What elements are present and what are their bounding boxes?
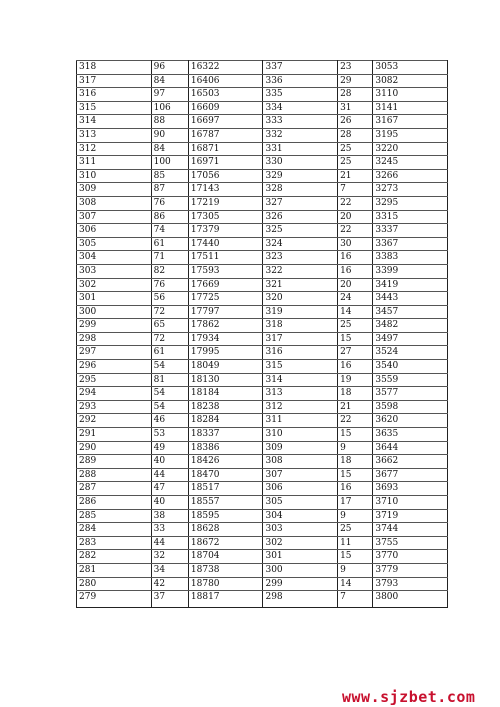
table-cell: 16871 [188, 142, 263, 156]
table-cell: 3110 [373, 88, 448, 102]
table-cell: 17593 [188, 264, 263, 278]
table-cell: 311 [77, 156, 152, 170]
table-row [77, 292, 448, 306]
table-row [77, 196, 448, 210]
table-row [77, 142, 448, 156]
table-cell: 18049 [188, 360, 263, 374]
table-cell: 16322 [188, 61, 263, 75]
table-cell: 3315 [373, 210, 448, 224]
table-cell: 18817 [188, 591, 263, 608]
table-cell: 17219 [188, 196, 263, 210]
table-cell: 330 [263, 156, 338, 170]
table-cell: 287 [77, 482, 152, 496]
table-cell: 336 [263, 74, 338, 88]
table-cell: 284 [77, 523, 152, 537]
table-cell: 17934 [188, 332, 263, 346]
table-cell: 18704 [188, 550, 263, 564]
table-cell: 304 [263, 509, 338, 523]
table-cell: 23 [338, 61, 373, 75]
table-cell: 19 [338, 373, 373, 387]
table-cell: 9 [338, 441, 373, 455]
table-cell: 326 [263, 210, 338, 224]
table-cell: 18780 [188, 577, 263, 591]
table-row [77, 346, 448, 360]
table-cell: 302 [263, 536, 338, 550]
table-cell: 53 [151, 428, 188, 442]
table-row [77, 360, 448, 374]
table-cell: 28 [338, 88, 373, 102]
table-cell: 17995 [188, 346, 263, 360]
table-cell: 16787 [188, 128, 263, 142]
table-cell: 16503 [188, 88, 263, 102]
table-cell: 88 [151, 115, 188, 129]
table-cell: 307 [263, 468, 338, 482]
table-cell: 96 [151, 61, 188, 75]
table-cell: 308 [77, 196, 152, 210]
table-cell: 3337 [373, 224, 448, 238]
table-cell: 25 [338, 142, 373, 156]
table-cell: 300 [77, 305, 152, 319]
table-cell: 97 [151, 88, 188, 102]
table-cell: 299 [263, 577, 338, 591]
table-row [77, 509, 448, 523]
table-cell: 16 [338, 360, 373, 374]
table-row [77, 156, 448, 170]
table-cell: 285 [77, 509, 152, 523]
table-cell: 290 [77, 441, 152, 455]
table-cell: 3755 [373, 536, 448, 550]
table-row [77, 550, 448, 564]
site-watermark: www.sjzbet.com [342, 688, 476, 706]
table-cell: 18386 [188, 441, 263, 455]
table-cell: 299 [77, 319, 152, 333]
table-cell: 17143 [188, 183, 263, 197]
table-cell: 301 [77, 292, 152, 306]
table-cell: 7 [338, 591, 373, 608]
table-row [77, 224, 448, 238]
table-cell: 295 [77, 373, 152, 387]
table-cell: 319 [263, 305, 338, 319]
table-cell: 335 [263, 88, 338, 102]
table-cell: 3677 [373, 468, 448, 482]
table-cell: 3053 [373, 61, 448, 75]
table-cell: 87 [151, 183, 188, 197]
table-cell: 17440 [188, 237, 263, 251]
table-cell: 49 [151, 441, 188, 455]
table-cell: 288 [77, 468, 152, 482]
table-body [77, 61, 448, 608]
table-cell: 292 [77, 414, 152, 428]
table-row [77, 74, 448, 88]
table-cell: 76 [151, 196, 188, 210]
table-cell: 21 [338, 169, 373, 183]
table-cell: 293 [77, 400, 152, 414]
table-cell: 297 [77, 346, 152, 360]
table-cell: 327 [263, 196, 338, 210]
table-cell: 3800 [373, 591, 448, 608]
table-cell: 303 [77, 264, 152, 278]
table-row [77, 563, 448, 577]
table-cell: 65 [151, 319, 188, 333]
table-cell: 3540 [373, 360, 448, 374]
table-cell: 18184 [188, 387, 263, 401]
table-cell: 18738 [188, 563, 263, 577]
score-distribution-table [76, 60, 448, 608]
table-row [77, 169, 448, 183]
table-cell: 22 [338, 414, 373, 428]
table-cell: 323 [263, 251, 338, 265]
table-cell: 313 [77, 128, 152, 142]
table-cell: 30 [338, 237, 373, 251]
table-cell: 314 [263, 373, 338, 387]
table-cell: 16697 [188, 115, 263, 129]
table-cell: 281 [77, 563, 152, 577]
table-cell: 17379 [188, 224, 263, 238]
table-cell: 300 [263, 563, 338, 577]
table-cell: 298 [263, 591, 338, 608]
table-cell: 38 [151, 509, 188, 523]
table-cell: 18130 [188, 373, 263, 387]
table-cell: 25 [338, 156, 373, 170]
table-cell: 320 [263, 292, 338, 306]
table-row [77, 128, 448, 142]
table-cell: 3598 [373, 400, 448, 414]
table-cell: 291 [77, 428, 152, 442]
table-row [77, 264, 448, 278]
table-cell: 331 [263, 142, 338, 156]
table-cell: 315 [263, 360, 338, 374]
table-cell: 3710 [373, 496, 448, 510]
table-cell: 9 [338, 563, 373, 577]
table-cell: 280 [77, 577, 152, 591]
table-cell: 90 [151, 128, 188, 142]
table-cell: 283 [77, 536, 152, 550]
table-cell: 312 [77, 142, 152, 156]
table-row [77, 319, 448, 333]
table-cell: 294 [77, 387, 152, 401]
table-cell: 316 [77, 88, 152, 102]
table-cell: 3524 [373, 346, 448, 360]
table-cell: 329 [263, 169, 338, 183]
table-cell: 31 [338, 101, 373, 115]
table-cell: 312 [263, 400, 338, 414]
table-cell: 322 [263, 264, 338, 278]
table-cell: 18426 [188, 455, 263, 469]
table-cell: 3719 [373, 509, 448, 523]
table-cell: 14 [338, 305, 373, 319]
table-row [77, 61, 448, 75]
table-cell: 3793 [373, 577, 448, 591]
table-row [77, 496, 448, 510]
table-cell: 44 [151, 536, 188, 550]
table-row [77, 373, 448, 387]
table-row [77, 305, 448, 319]
table-row [77, 387, 448, 401]
table-cell: 286 [77, 496, 152, 510]
table-cell: 25 [338, 319, 373, 333]
table-cell: 16 [338, 264, 373, 278]
table-cell: 317 [263, 332, 338, 346]
table-cell: 32 [151, 550, 188, 564]
table-cell: 3273 [373, 183, 448, 197]
table-cell: 18 [338, 387, 373, 401]
table-cell: 3383 [373, 251, 448, 265]
table-cell: 318 [77, 61, 152, 75]
table-cell: 289 [77, 455, 152, 469]
table-cell: 310 [77, 169, 152, 183]
table-row [77, 400, 448, 414]
table-cell: 9 [338, 509, 373, 523]
table-row [77, 332, 448, 346]
table-cell: 298 [77, 332, 152, 346]
table-cell: 46 [151, 414, 188, 428]
table-cell: 20 [338, 278, 373, 292]
table-cell: 3644 [373, 441, 448, 455]
table-cell: 314 [77, 115, 152, 129]
table-row [77, 482, 448, 496]
table-row [77, 523, 448, 537]
table-cell: 44 [151, 468, 188, 482]
table-cell: 28 [338, 128, 373, 142]
table-cell: 17 [338, 496, 373, 510]
table-cell: 33 [151, 523, 188, 537]
table-cell: 3082 [373, 74, 448, 88]
table-row [77, 251, 448, 265]
table-cell: 18284 [188, 414, 263, 428]
table-cell: 324 [263, 237, 338, 251]
table-row [77, 414, 448, 428]
table-cell: 11 [338, 536, 373, 550]
table-row [77, 237, 448, 251]
table-row [77, 278, 448, 292]
table-cell: 56 [151, 292, 188, 306]
table-cell: 308 [263, 455, 338, 469]
table-cell: 18337 [188, 428, 263, 442]
table-cell: 3141 [373, 101, 448, 115]
table-cell: 26 [338, 115, 373, 129]
table-cell: 72 [151, 332, 188, 346]
table-cell: 29 [338, 74, 373, 88]
table-cell: 3245 [373, 156, 448, 170]
table-cell: 17056 [188, 169, 263, 183]
table-cell: 61 [151, 346, 188, 360]
table-cell: 34 [151, 563, 188, 577]
table-cell: 15 [338, 468, 373, 482]
table-row [77, 441, 448, 455]
table-cell: 15 [338, 550, 373, 564]
table-cell: 47 [151, 482, 188, 496]
table-cell: 3482 [373, 319, 448, 333]
table-row [77, 183, 448, 197]
table-cell: 282 [77, 550, 152, 564]
table-cell: 54 [151, 387, 188, 401]
table-cell: 334 [263, 101, 338, 115]
table-cell: 3635 [373, 428, 448, 442]
table-cell: 15 [338, 428, 373, 442]
table-cell: 3662 [373, 455, 448, 469]
table-cell: 18595 [188, 509, 263, 523]
table-cell: 18557 [188, 496, 263, 510]
table-cell: 306 [77, 224, 152, 238]
table-cell: 14 [338, 577, 373, 591]
table-cell: 18 [338, 455, 373, 469]
table-cell: 16971 [188, 156, 263, 170]
table-cell: 17797 [188, 305, 263, 319]
table-cell: 82 [151, 264, 188, 278]
table-row [77, 115, 448, 129]
table-row [77, 210, 448, 224]
table-cell: 301 [263, 550, 338, 564]
table-row [77, 591, 448, 608]
table-cell: 3693 [373, 482, 448, 496]
table-cell: 3167 [373, 115, 448, 129]
table-cell: 305 [263, 496, 338, 510]
table-cell: 3295 [373, 196, 448, 210]
table-cell: 27 [338, 346, 373, 360]
table-cell: 337 [263, 61, 338, 75]
table-cell: 17305 [188, 210, 263, 224]
table-cell: 85 [151, 169, 188, 183]
table-cell: 3195 [373, 128, 448, 142]
table-row [77, 577, 448, 591]
table-cell: 333 [263, 115, 338, 129]
table-cell: 15 [338, 332, 373, 346]
table-cell: 71 [151, 251, 188, 265]
table-cell: 316 [263, 346, 338, 360]
table-cell: 7 [338, 183, 373, 197]
table-cell: 311 [263, 414, 338, 428]
table-row [77, 101, 448, 115]
table-cell: 310 [263, 428, 338, 442]
table-cell: 3399 [373, 264, 448, 278]
table-cell: 3419 [373, 278, 448, 292]
table-cell: 76 [151, 278, 188, 292]
table-cell: 100 [151, 156, 188, 170]
table-cell: 17725 [188, 292, 263, 306]
table-cell: 3367 [373, 237, 448, 251]
table-cell: 315 [77, 101, 152, 115]
table-cell: 42 [151, 577, 188, 591]
table-cell: 72 [151, 305, 188, 319]
table-cell: 3457 [373, 305, 448, 319]
table-cell: 106 [151, 101, 188, 115]
table-cell: 3266 [373, 169, 448, 183]
table-cell: 18672 [188, 536, 263, 550]
table-cell: 21 [338, 400, 373, 414]
table-cell: 279 [77, 591, 152, 608]
table-cell: 303 [263, 523, 338, 537]
table-cell: 37 [151, 591, 188, 608]
table-cell: 309 [77, 183, 152, 197]
table-cell: 304 [77, 251, 152, 265]
table-cell: 17669 [188, 278, 263, 292]
table-cell: 18628 [188, 523, 263, 537]
table-row [77, 428, 448, 442]
table-cell: 84 [151, 74, 188, 88]
table-cell: 328 [263, 183, 338, 197]
table-cell: 81 [151, 373, 188, 387]
table-cell: 74 [151, 224, 188, 238]
table-cell: 17862 [188, 319, 263, 333]
table-cell: 3770 [373, 550, 448, 564]
table-cell: 16 [338, 251, 373, 265]
table-cell: 3443 [373, 292, 448, 306]
table-cell: 306 [263, 482, 338, 496]
table-cell: 3559 [373, 373, 448, 387]
table-cell: 3497 [373, 332, 448, 346]
table-cell: 332 [263, 128, 338, 142]
table-cell: 86 [151, 210, 188, 224]
table-cell: 24 [338, 292, 373, 306]
table-cell: 296 [77, 360, 152, 374]
table-cell: 61 [151, 237, 188, 251]
table-cell: 3220 [373, 142, 448, 156]
table-cell: 22 [338, 224, 373, 238]
table-cell: 321 [263, 278, 338, 292]
table-cell: 318 [263, 319, 338, 333]
table-cell: 302 [77, 278, 152, 292]
table-row [77, 455, 448, 469]
table-cell: 18470 [188, 468, 263, 482]
table-cell: 54 [151, 360, 188, 374]
table-row [77, 88, 448, 102]
table-cell: 307 [77, 210, 152, 224]
table-row [77, 468, 448, 482]
table-cell: 3577 [373, 387, 448, 401]
table-cell: 25 [338, 523, 373, 537]
table-cell: 305 [77, 237, 152, 251]
table-cell: 40 [151, 455, 188, 469]
table-row [77, 536, 448, 550]
table-cell: 40 [151, 496, 188, 510]
table-cell: 84 [151, 142, 188, 156]
table-cell: 3744 [373, 523, 448, 537]
table-cell: 317 [77, 74, 152, 88]
table-cell: 313 [263, 387, 338, 401]
table-cell: 17511 [188, 251, 263, 265]
table-cell: 16609 [188, 101, 263, 115]
table-cell: 20 [338, 210, 373, 224]
table-cell: 16 [338, 482, 373, 496]
table-cell: 16406 [188, 74, 263, 88]
table-cell: 18517 [188, 482, 263, 496]
table-cell: 54 [151, 400, 188, 414]
table-cell: 18238 [188, 400, 263, 414]
table-cell: 3779 [373, 563, 448, 577]
table-cell: 3620 [373, 414, 448, 428]
table-cell: 22 [338, 196, 373, 210]
table-cell: 309 [263, 441, 338, 455]
table-cell: 325 [263, 224, 338, 238]
